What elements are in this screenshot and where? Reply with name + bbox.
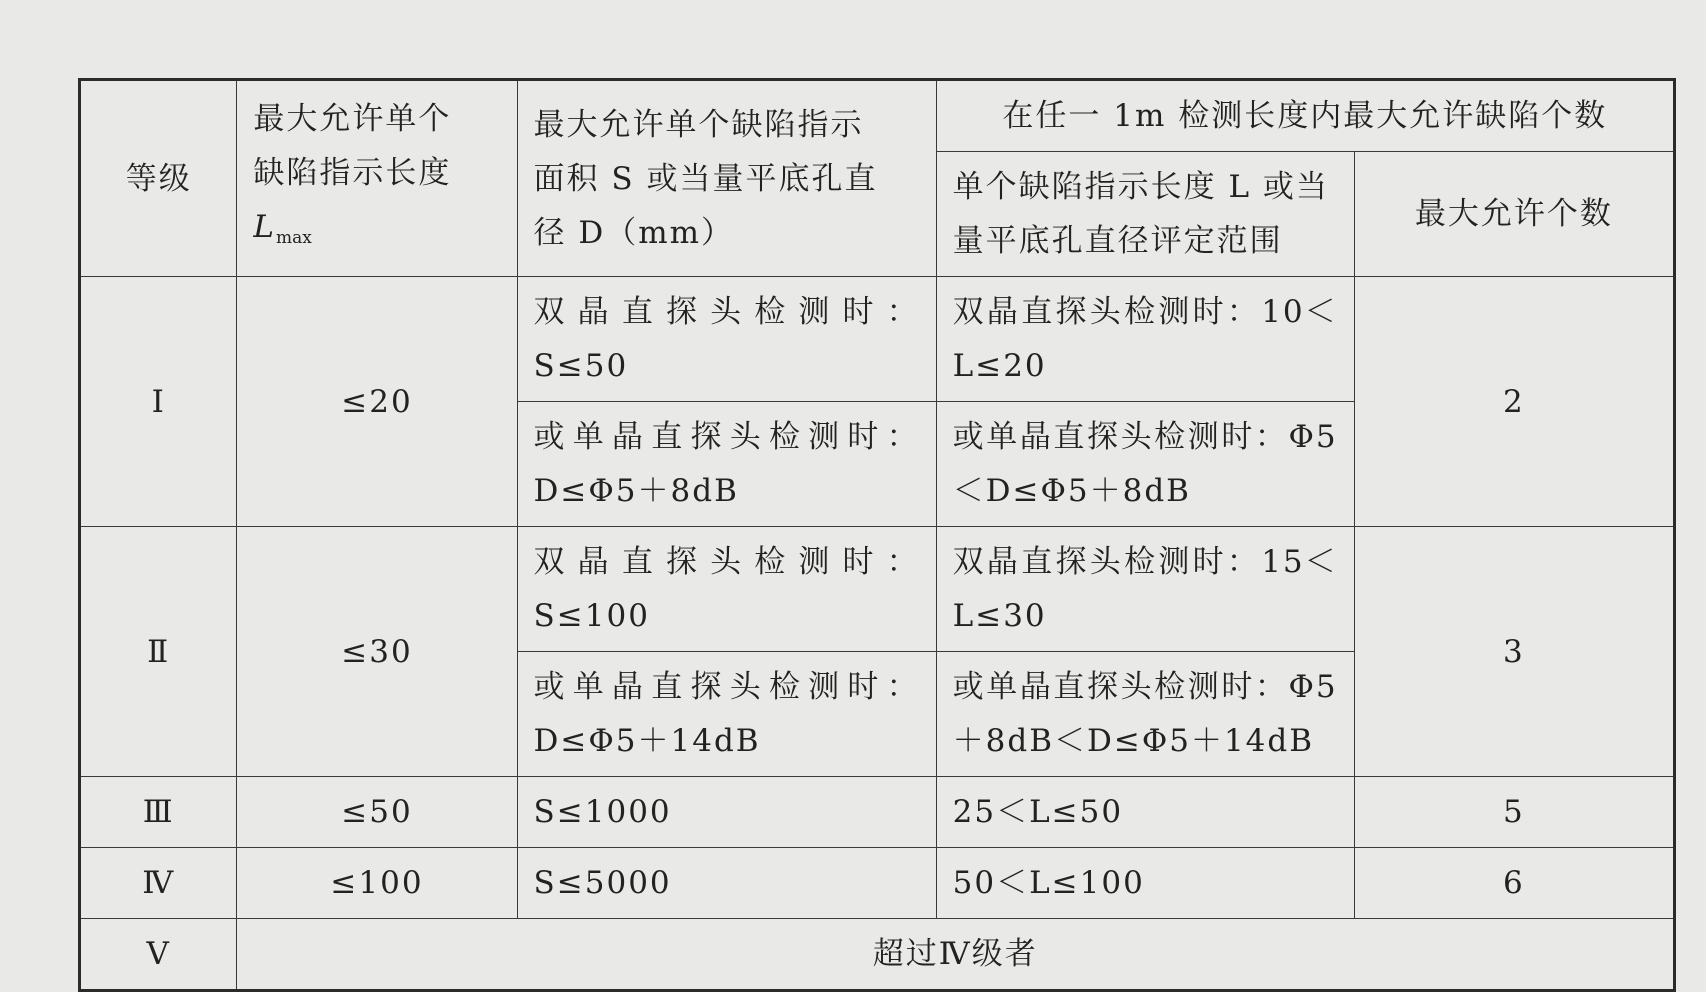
grade-1-area-dual: 双晶直探头检测时：S≤50 [517, 277, 936, 402]
header-area-line2: 面积 S 或当量平底孔直 [533, 160, 878, 197]
grade-4-max-length: ≤100 [237, 848, 517, 919]
grade-3-area: S≤1000 [517, 777, 936, 848]
grade-1-area-single: 或单晶直探头检测时：D≤Φ5＋8dB [517, 402, 936, 527]
header-area-line3: 径 D（mm） [533, 214, 735, 251]
grade-4-range: 50＜L≤100 [936, 848, 1354, 919]
header-grade: 等级 [80, 80, 237, 277]
header-group-title: 在任一 1m 检测长度内最大允许缺陷个数 [936, 80, 1674, 152]
header-range-line1: 单个缺陷指示长度 L 或当 [952, 169, 1329, 205]
grade-4-area: S≤5000 [517, 848, 936, 919]
grade-2-max-length: ≤30 [237, 527, 517, 777]
header-range-line2: 量平底孔直径评定范围 [952, 223, 1283, 259]
grade-5-merged: 超过Ⅳ级者 [237, 919, 1675, 991]
header-max-length-line1: 最大允许单个 [253, 101, 452, 137]
grade-2-area-single: 或单晶直探头检测时：D≤Φ5＋14dB [517, 652, 936, 777]
grade-2-count: 3 [1354, 527, 1674, 777]
lmax-subscript: max [276, 228, 312, 248]
grade-1-label: Ⅰ [80, 277, 237, 527]
grade-2-range-single: 或单晶直探头检测时：Φ5＋8dB＜D≤Φ5＋14dB [936, 652, 1354, 777]
grade-4-label: Ⅳ [80, 848, 237, 919]
lmax-symbol: L [253, 209, 277, 245]
grade-1-range-dual: 双晶直探头检测时：10＜L≤20 [936, 277, 1354, 402]
grade-3-range: 25＜L≤50 [936, 777, 1354, 848]
defect-grade-table [78, 78, 1676, 992]
grade-3-label: Ⅲ [80, 777, 237, 848]
grade-2-area-dual: 双晶直探头检测时：S≤100 [517, 527, 936, 652]
grade-1-max-length: ≤20 [237, 277, 517, 527]
header-area-line1: 最大允许单个缺陷指示 [533, 106, 864, 143]
header-area [517, 80, 936, 277]
grade-3-count: 5 [1354, 777, 1674, 848]
grade-2-range-dual: 双晶直探头检测时：15＜L≤30 [936, 527, 1354, 652]
header-max-length-line2: 缺陷指示长度 [253, 155, 452, 191]
header-max-length-symbol [253, 200, 500, 265]
header-range [936, 152, 1354, 277]
grade-3-max-length: ≤50 [237, 777, 517, 848]
grade-1-count: 2 [1354, 277, 1674, 527]
header-max-length [237, 80, 517, 277]
grade-2-label: Ⅱ [80, 527, 237, 777]
grade-5-label: Ⅴ [80, 919, 237, 991]
header-count: 最大允许个数 [1354, 152, 1674, 277]
grade-4-count: 6 [1354, 848, 1674, 919]
grade-1-range-single: 或单晶直探头检测时：Φ5＜D≤Φ5＋8dB [936, 402, 1354, 527]
